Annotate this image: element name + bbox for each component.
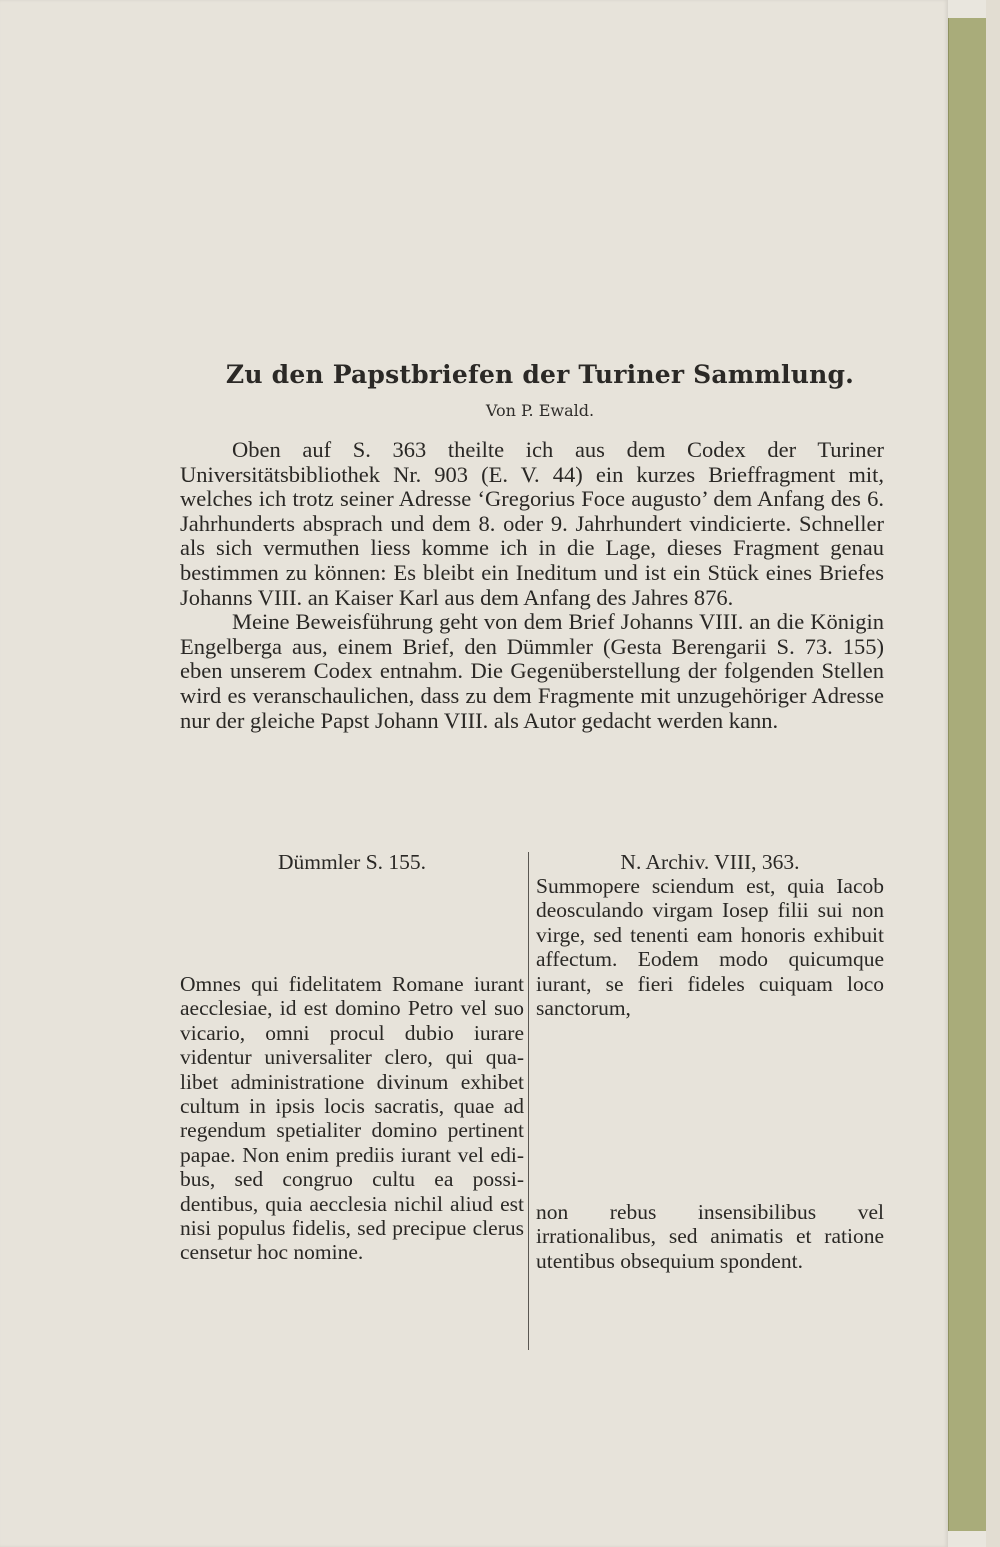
right-column-passage-1: Summopere sciendum est, quia Iacob deosculando virgam Iosep filii sui non virge, sed tenenti eam honoris exhibuit affectum. Eodem modo quicumque iurant, se fieri fideles cuiquam loco sanctorum, (536, 874, 884, 1021)
article-byline: Von P. Ewald. (485, 401, 595, 420)
right-column-passage-2: non rebus insensibilibus vel irrationalibus, sed animatis et ratione utentibus obsequium spondent. (536, 1200, 884, 1273)
left-column-heading: Dümmler S. 155. (277, 850, 427, 874)
page-edge-strip (948, 18, 987, 1531)
article-paragraph-2: Meine Beweisführung geht von dem Brief Johanns VIII. an die Königin Engelberga aus, einem Brief, den Dümmler (Gesta Berengarii S. 73. 155) eben unserem Codex entnahm. Die Gegenüberstellung der folgenden Stellen wird es veranschaulichen, dass zu dem Fragmente mit unzugehöriger Adresse nur der gleiche Papst Johann VIII. als Autor gedacht werden kann. (180, 609, 884, 733)
column-divider (528, 852, 529, 1350)
right-column-text-1 (536, 874, 884, 1020)
right-column-text-2 (536, 1200, 884, 1273)
background-margin (986, 0, 1000, 1547)
article-title: Zu den Papstbriefen der Turiner Sammlung. (225, 360, 855, 389)
left-column-text (180, 972, 524, 1265)
article-body (180, 438, 884, 733)
left-column-passage: Omnes qui fidelitatem Romane iurant aecclesiae, id est domino Petro vel suo vicario, omni procul dubio iurare videntur universaliter clero, qui qualibet administratione divinum exhibet cultum in ipsis locis sacratis, quae ad regendum spetialiter domino pertinent papae. Non enim prediis iurant vel edibus, sed congruo cultu ea possidentibus, quia aecclesia nichil aliud est nisi populus fidelis, sed precipue clerus censetur hoc nomine. (180, 972, 524, 1265)
article-paragraph-1: Oben auf S. 363 theilte ich aus dem Codex der Turiner Universitätsbibliothek Nr. 903 (E. V. 44) ein kurzes Brieffragment mit, welches ich trotz seiner Adresse ‘Gregorius Foce augusto’ dem Anfang des 6. Jahrhunderts absprach und dem 8. oder 9. Jahrhundert vindicierte. Schneller als sich vermuthen liess komme ich in die Lage, dieses Fragment genau bestimmen zu können: Es bleibt ein Ineditum und ist ein Stück eines Briefes Johanns VIII. an Kaiser Karl aus dem Anfang des Jahres 876. (180, 437, 884, 610)
right-column-heading: N. Archiv. VIII, 363. (620, 850, 800, 874)
